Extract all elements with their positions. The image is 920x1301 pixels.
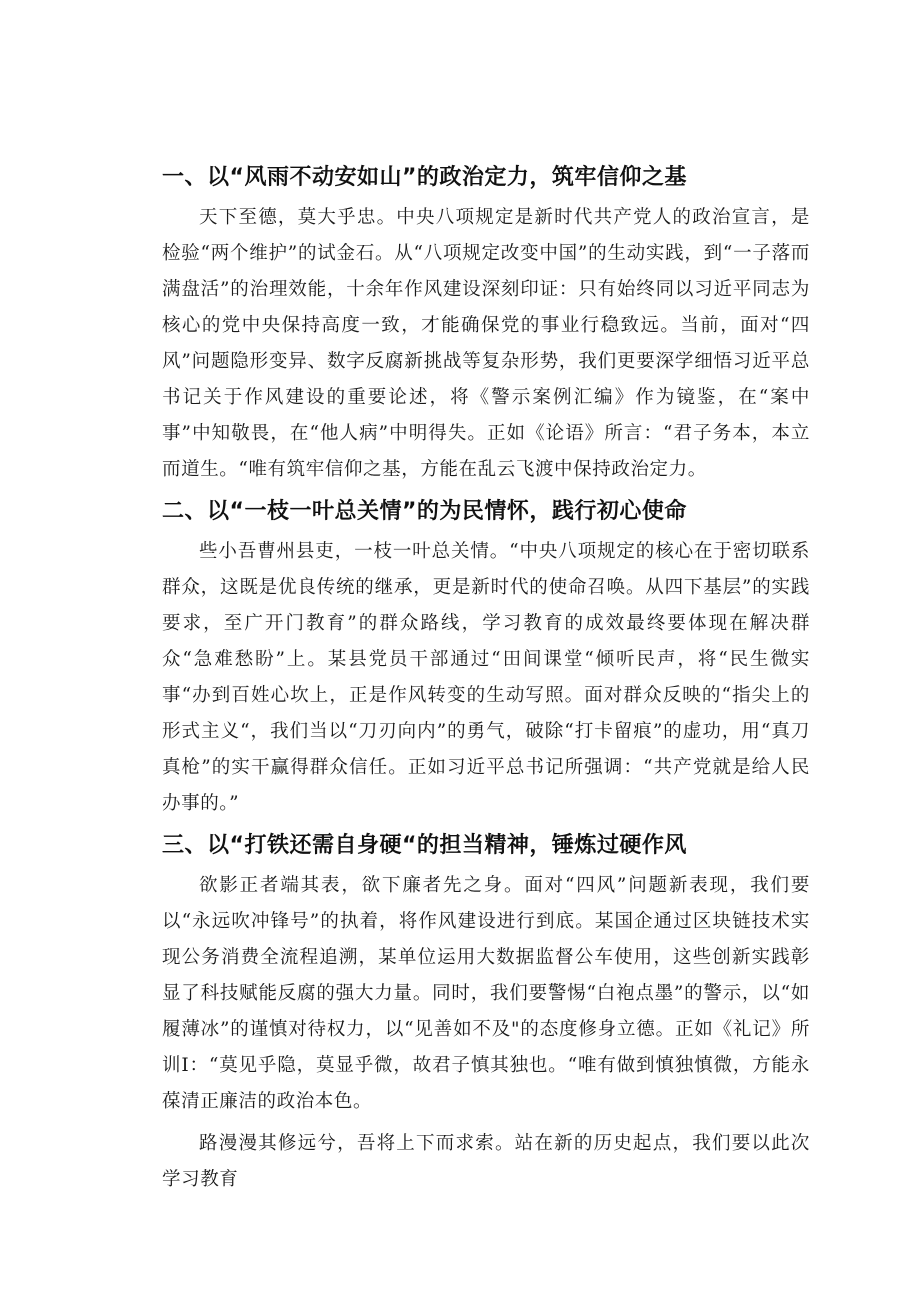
section-3-heading: 三、以“打铁还需自身硬“的担当精神，锤炼过硬作风 bbox=[162, 833, 687, 858]
section-2-heading: 二、以“一枝一叶总关情”的为民情怀，践行初心使命 bbox=[162, 499, 687, 524]
section-1-heading: 一、以“风雨不动安如山”的政治定力，筑牢信仰之基 bbox=[162, 165, 687, 190]
section-3 bbox=[162, 828, 810, 1120]
section-2-paragraph: 些小吾曹州县吏，一枝一叶总关情。“中央八项规定的核心在于密切联系群众，这既是优良传统的继承，更是新时代的使命召唤。从四下基层”的实践要求，至广开门教育”的群众路线，学习教育的成效最终要体现在解决群众“急难愁盼”上。某县党员干部通过“田间课堂“倾听民声，将“民生微实事“办到百姓心坎上，正是作风转变的生动写照。面对群众反映的“指尖上的形式主义“，我们当以“刀刃向内”的勇气，破除“打卡留痕”的虚功，用“真刀真枪”的实干赢得群众信任。正如习近平总书记所强调：“共产党就是给人民办事的。” bbox=[162, 541, 810, 814]
section-2 bbox=[162, 494, 810, 822]
section-1-paragraph: 天下至德，莫大乎忠。中央八项规定是新时代共产党人的政治宣言，是检验“两个维护”的试金石。从“八项规定改变中国”的生动实践，到“一子落而满盘活”的治理效能，十余年作风建设深刻印证：只有始终同以习近平同志为核心的党中央保持高度一致，才能确保党的事业行稳致远。当前，面对“四风”问题隐形变异、数字反腐新挑战等复杂形势，我们更要深学细悟习近平总书记关于作风建设的重要论述，将《警示案例汇编》作为镜鉴，在“案中事”中知敬畏，在“他人病”中明得失。正如《论语》所言：“君子务本，本立而道生。“唯有筑牢信仰之基，方能在乱云飞渡中保持政治定力。 bbox=[162, 207, 810, 480]
section-3-paragraph: 欲影正者端其表，欲下廉者先之身。面对“四风”问题新表现，我们要以“永远吹冲锋号”的执着，将作风建设进行到底。某国企通过区块链技术实现公务消费全流程追溯，某单位运用大数据监督公车使用，这些创新实践彰显了科技赋能反腐的强大力量。同时，我们要警惕“白袍点墨”的警示，以“如履薄冰”的谨慎对待权力，以“见善如不及"的态度修身立德。正如《礼记》所训I：“莫见乎隐，莫显乎微，故君子慎其独也。“唯有做到慎独慎微，方能永葆清正廉洁的政治本色。 bbox=[162, 875, 810, 1112]
section-1 bbox=[162, 160, 810, 488]
document-body bbox=[162, 160, 810, 1204]
closing-paragraph: 路漫漫其修远兮，吾将上下而求索。站在新的历史起点，我们要以此次学习教育 bbox=[162, 1133, 810, 1190]
